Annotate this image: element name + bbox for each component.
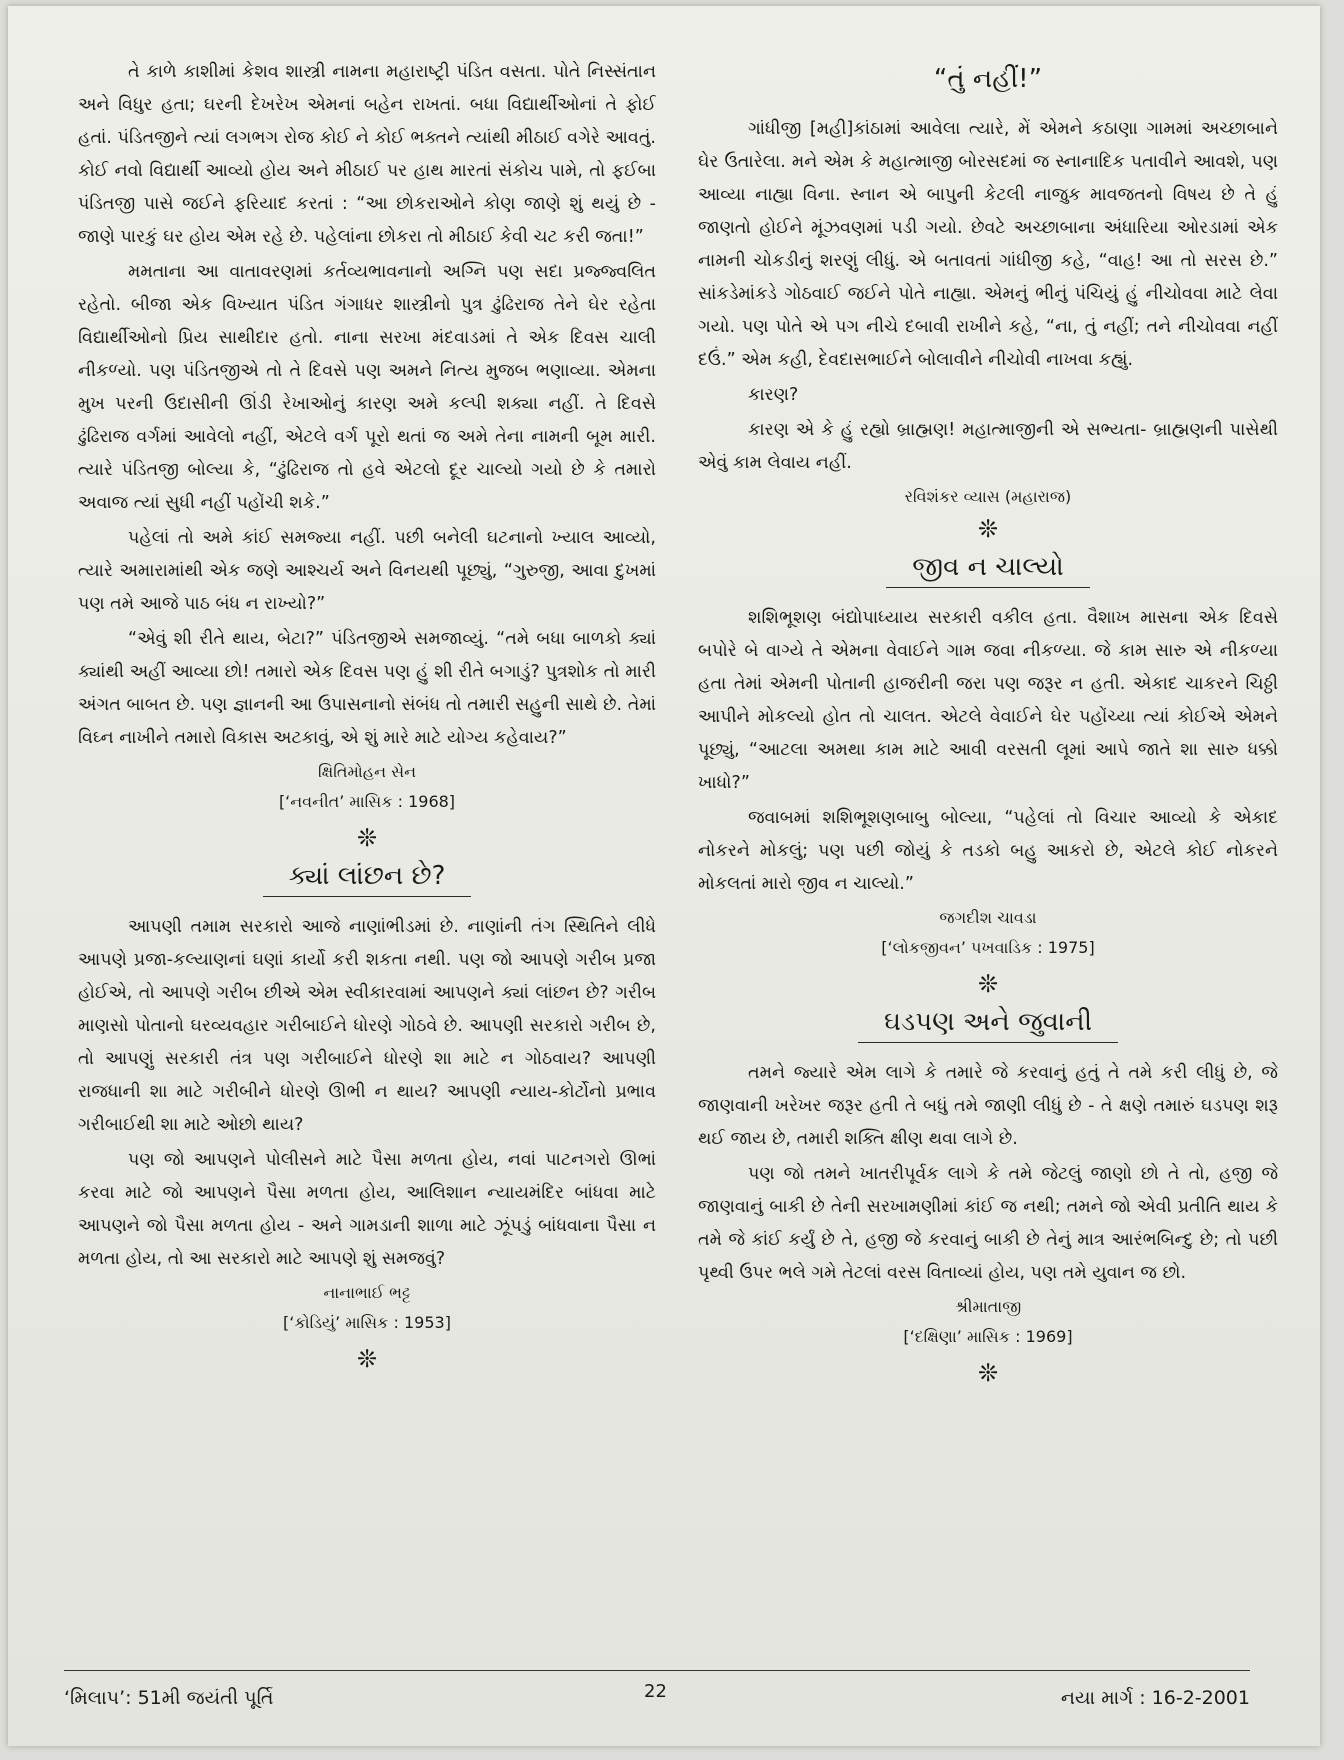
story-title: “તું નહીં!” [933,64,1043,94]
story-title: ક્યાં લાંછન છે? [263,859,472,897]
story-ghadpan-ane-juvani [698,1005,1278,1352]
author-credit: જગદીશ ચાવડા [939,908,1037,927]
story-title: જીવ ન ચાલ્યો [886,550,1089,588]
paragraph: પણ જો તમને ખાતરીપૂર્વક લાગે કે તમે જેટલું જાણો છો તે તો, હજી જે જાણવાનું બાકી છે તેની સરખામણીમાં કાંઈ જ નથી; તમને જો એવી પ્રતીતિ થાય કે તમે જે કાંઈ કર્યું છે તે, હજી જે કરવાનું બાકી છે તેનું માત્ર આરંભબિન્દુ છે; તો પછી પૃથ્વી ઉપર ભલે ગમે તેટલાં વરસ વિતાવ્યાં હોય, પણ તમે યુવાન જ છો. [698,1164,1278,1283]
page-number: 22 [644,1681,667,1702]
story-title: ઘડપણ અને જુવાની [858,1005,1118,1043]
story-jiv-na-chalyo [698,550,1278,963]
flower-ornament-icon: ❊ [977,1359,999,1387]
paragraph: “એવું શી રીતે થાય, બેટા?” પંડિતજીએ સમજાવ્યું. “તમે બધા બાળકો ક્યાં ક્યાંથી અહીં આવ્યા છો! તમારો એક દિવસ પણ હું શી રીતે બગાડું? પુત્રશોક તો મારી અંગત બાબત છે. પણ જ્ઞાનની આ ઉપાસનાનો સંબંધ તો તમારી સહુની સાથે છે. તેમાં વિઘ્ન નાખીને તમારો વિકાસ અટકાવું, એ શું મારે માટે યોગ્ય કહેવાય?” [78,629,656,748]
paragraph: તે કાળે કાશીમાં કેશવ શાસ્ત્રી નામના મહારાષ્ટ્રી પંડિત વસતા. પોતે નિસ્સંતાન અને વિધુર હતા; ઘરની દેખરેખ એમનાં બહેન રાખતાં. બધા વિદ્યાર્થીઓનાં તે ફોઈ હતાં. પંડિતજીને ત્યાં લગભગ રોજ કોઈ ને કોઈ ભક્તને ત્યાંથી મીઠાઈ વગેરે આવતું. કોઈ નવો વિદ્યાર્થી આવ્યો હોય અને મીઠાઈ પર હાથ મારતાં સંકોચ પામે, તો ફઈબા પંડિતજી પાસે જઈને ફરિયાદ કરતાં : “આ છોકરાઓને કોણ જાણે શું થયું છે - જાણે પારકું ઘર હોય એમ રહે છે. પહેલાંના છોકરા તો મીઠાઈ કેવી ચટ કરી જતા!” [78,62,656,247]
page-footer [64,1670,1250,1721]
author-credit: ક્ષિતિમોહન સેન [317,762,416,781]
story-lanchhan [78,859,656,1338]
source-credit: [‘નવનીત’ માસિક : 1968] [278,792,456,811]
paragraph: જવાબમાં શશિભૂશણબાબુ બોલ્યા, “પહેલાં તો વિચાર આવ્યો કે એકાદ નોકરને મોકલું; પણ પછી જોયું કે તડકો બહુ આકરો છે, એટલે કોઈ નોકરને મોકલતાં મારો જીવ ન ચાલ્યો.” [698,808,1278,894]
right-column [698,56,1278,1658]
paragraph: કારણ? [748,385,799,405]
magazine-page [8,6,1320,1746]
paragraph: પણ જો આપણને પોલીસને માટે પૈસા મળતા હોય, નવાં પાટનગરો ઊભાં કરવા માટે જો આપણને પૈસા મળતા હોય, આલિશાન ન્યાયમંદિર બાંધવા માટે આપણને જો પૈસા મળતા હોય - અને ગામડાની શાળા માટે ઝૂંપડું બાંધવાના પૈસા ન મળતા હોય, તો આ સરકારો માટે આપણે શું સમજવું? [78,1150,656,1269]
footer-publication: ‘મિલાપ’: 51મી જયંતી પૂર્તિ [64,1687,274,1709]
paragraph: તમને જ્યારે એમ લાગે કે તમારે જે કરવાનું હતું તે તમે કરી લીધું છે, જે જાણવાની ખરેખર જરૂર હતી તે બધું તમે જાણી લીધું છે - તે ક્ષણે તમારું ઘડપણ શરૂ થઈ જાય છે, તમારી શક્તિ ક્ષીણ થવા લાગે છે. [698,1063,1278,1149]
flower-ornament-icon: ❊ [356,1345,378,1373]
source-credit: [‘દક્ષિણા’ માસિક : 1969] [903,1327,1073,1346]
flower-ornament-icon: ❊ [977,515,999,543]
author-credit: નાનાભાઈ ભટ્ટ [323,1283,411,1302]
author-credit: રવિશંકર વ્યાસ (મહારાજ) [904,487,1072,506]
paragraph: કારણ એ કે હું રહ્યો બ્રાહ્મણ! મહાત્માજીની એ સભ્યતા- બ્રાહ્મણની પાસેથી એવું કામ લેવાય નહીં. [698,420,1278,473]
paragraph: મમતાના આ વાતાવરણમાં કર્તવ્યભાવનાનો અગ્નિ પણ સદા પ્રજ્જ્વલિત રહેતો. બીજા એક વિખ્યાત પંડિત ગંગાધર શાસ્ત્રીનો પુત્ર ઢુંઢિરાજ તેને ઘેર રહેતા વિદ્યાર્થીઓનો પ્રિય સાથીદાર હતો. નાના સરખા મંદવાડમાં તે એક દિવસ ચાલી નીકળ્યો. પણ પંડિતજીએ તો તે દિવસે પણ અમને નિત્ય મુજબ ભણાવ્યા. એમના મુખ પરની ઉદાસીની ઊંડી રેખાઓનું કારણ અમે કલ્પી શક્યા નહીં. તે દિવસે ઢુંઢિરાજ વર્ગમાં આવેલો નહીં, એટલે વર્ગ પૂરો થતાં જ અમે તેના નામની બૂમ મારી. ત્યારે પંડિતજી બોલ્યા કે, “ઢુંઢિરાજ તો હવે એટલો દૂર ચાલ્યો ગયો છે કે તમારો અવાજ ત્યાં સુધી નહીં પહોંચી શકે.” [78,262,656,513]
author-credit: શ્રીમાતાજી [954,1297,1022,1316]
paragraph: ગાંધીજી [મહી]કાંઠામાં આવેલા ત્યારે, મેં એમને કઠાણા ગામમાં અચ્છાબાને ઘેર ઉતારેલા. મને એમ કે મહાત્માજી બોરસદમાં જ સ્નાનાદિક પતાવીને આવશે, પણ આવ્યા નાહ્યા વિના. સ્નાન એ બાપુની કેટલી નાજુક માવજતનો વિષય છે તે હું જાણતો હોઈને મૂંઝવણમાં પડી ગયો. છેવટે અચ્છાબાના અંધારિયા ઓરડામાં એક નામની ચોકડીનું શરણું લીધું. એ બતાવતાં ગાંધીજી કહે, “વાહ! આ તો સરસ છે.” સાંકડેમાંકડે ગોઠવાઈ જઈને પોતે નાહ્યા. એમનું ભીનું પંચિયું હું નીચોવવા માટે લેવા ગયો. પણ પોતે એ પગ નીચે દબાવી રાખીને કહે, “ના, તું નહીં; તને નીચોવવા નહીં દઉં.” એમ કહી, દેવદાસભાઈને બોલાવીને નીચોવી નાખવા કહ્યું. [698,119,1278,370]
flower-ornament-icon: ❊ [977,970,999,998]
footer-issue-date: નયા માર્ગ : 16-2-2001 [1060,1687,1250,1709]
story-tu-nahi [698,62,1278,512]
paragraph: પહેલાં તો અમે કાંઈ સમજ્યા નહીં. પછી બનેલી ઘટનાનો ખ્યાલ આવ્યો, ત્યારે અમારામાંથી એક જણે આશ્ચર્ય અને વિનયથી પૂછ્યું, “ગુરુજી, આવા દુખમાં પણ તમે આજે પાઠ બંધ ન રાખ્યો?” [78,528,656,614]
story-keshav-shastri [78,56,656,817]
flower-ornament-icon: ❊ [356,824,378,852]
left-column [78,56,656,1658]
source-credit: [‘લોકજીવન’ પખવાડિક : 1975] [881,938,1095,957]
paragraph: આપણી તમામ સરકારો આજે નાણાંભીડમાં છે. નાણાંની તંગ સ્થિતિને લીધે આપણે પ્રજા-કલ્યાણનાં ઘણાં કાર્યો કરી શકતા નથી. પણ જો આપણે ગરીબ પ્રજા હોઈએ, તો આપણે ગરીબ છીએ એમ સ્વીકારવામાં આપણને ક્યાં લાંછન છે? ગરીબ માણસો પોતાનો ઘરવ્યવહાર ગરીબાઈને ધોરણે ગોઠવે છે. આપણી સરકારો ગરીબ છે, તો આપણું સરકારી તંત્ર પણ ગરીબાઈને ધોરણે શા માટે ન ગોઠવાય? આપણી રાજધાની શા માટે ગરીબીને ધોરણે ઊભી ન થાય? આપણી ન્યાય-કોર્ટોનો પ્રભાવ ગરીબાઈથી શા માટે ઓછો થાય? [78,917,656,1135]
paragraph: શશિભૂશણ બંદ્યોપાધ્યાય સરકારી વકીલ હતા. વૈશાખ માસના એક દિવસે બપોરે બે વાગ્યે તે એમના વેવાઈને ગામ જવા નીકળ્યા. જે કામ સારુ એ નીકળ્યા હતા તેમાં એમની પોતાની હાજરીની જરા પણ જરૂર ન હતી. એકાદ ચાકરને ચિઠ્ઠી આપીને મોકલ્યો હોત તો ચાલત. એટલે વેવાઈને ઘેર પહોંચ્યા ત્યાં કોઈએ એમને પૂછ્યું, “આટલા અમથા કામ માટે આવી વરસતી લૂમાં આપે જાતે શા સારુ ધક્કો ખાધો?” [698,608,1278,793]
source-credit: [‘કોડિયું’ માસિક : 1953] [283,1313,451,1332]
